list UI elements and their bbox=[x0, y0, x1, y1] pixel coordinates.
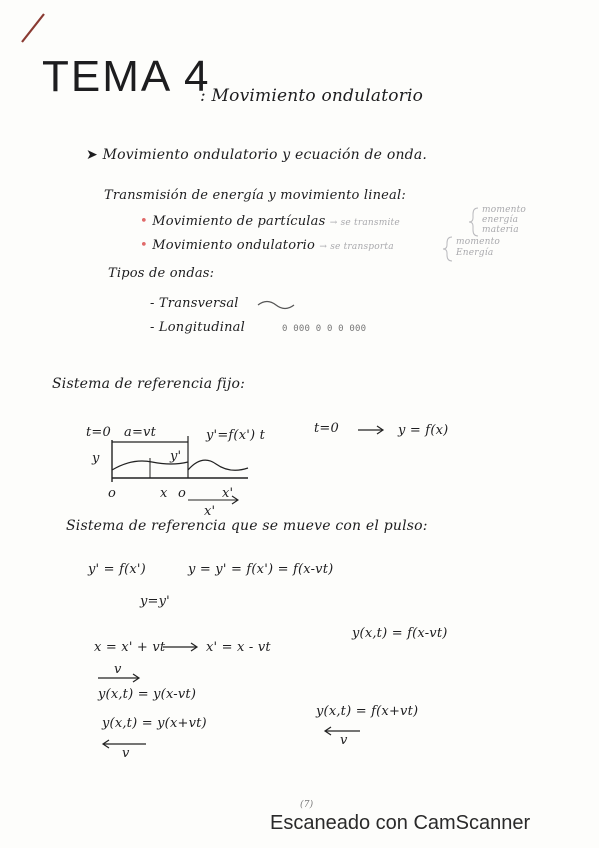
eq-wave-left: y(x,t) = y(x+vt) bbox=[102, 716, 207, 731]
wave-type-transversal: - Transversal bbox=[150, 296, 239, 311]
brace-note-2b: Energía bbox=[456, 248, 494, 258]
eq-y-chain: y = y' = f(x') = f(x-vt) bbox=[188, 562, 334, 577]
bullet-dot: • bbox=[140, 214, 148, 229]
page-title: TEMA 4 bbox=[42, 52, 211, 101]
brace-note-1b: energía bbox=[482, 215, 519, 225]
transverse-wave-sketch bbox=[258, 302, 294, 309]
bullet-label: Movimiento ondulatorio bbox=[152, 238, 316, 253]
eq-wave-right: y(x,t) = y(x-vt) bbox=[98, 687, 197, 702]
v-label-right: v bbox=[114, 662, 122, 677]
brace-2 bbox=[443, 237, 452, 261]
diagram-yprime-label: y' bbox=[170, 449, 182, 464]
diagram-o2-label: o bbox=[178, 486, 187, 501]
bullet-wave bbox=[140, 238, 394, 253]
bullet-label: Movimiento de partículas bbox=[152, 214, 326, 229]
diagram-origin-o: o bbox=[108, 486, 117, 501]
bullet-particles bbox=[140, 214, 400, 229]
wave-types-title: Tipos de ondas: bbox=[108, 266, 215, 281]
eq-y-equals-yprime: y=y' bbox=[140, 594, 170, 609]
section-heading-moving-frame: Sistema de referencia que se mueve con el pulso: bbox=[66, 518, 428, 534]
diagram-xprime-label-2: x' bbox=[204, 504, 216, 519]
longitudinal-sketch: 0 000 0 0 0 000 bbox=[282, 324, 367, 334]
section-heading-wave-motion bbox=[86, 147, 427, 163]
transmission-title: Transmisión de energía y movimiento lineal: bbox=[104, 188, 406, 203]
v-label-left: v bbox=[122, 746, 130, 761]
diagram-avt-label: a=vt bbox=[124, 425, 157, 440]
page-number: (7) bbox=[300, 800, 314, 810]
brace-note-1a: momento bbox=[482, 205, 527, 215]
diagram-t-label: t=0 bbox=[86, 425, 111, 440]
section-heading-fixed-frame: Sistema de referencia fijo: bbox=[52, 376, 246, 392]
brace-note-2a: momento bbox=[456, 237, 501, 247]
bullet-dot: • bbox=[140, 238, 148, 253]
brace-1 bbox=[469, 208, 478, 236]
scanner-watermark: Escaneado con CamScanner bbox=[270, 812, 531, 834]
section-heading-text: Movimiento ondulatorio y ecuación de onda. bbox=[102, 147, 428, 163]
diagram-xprime-label: x' bbox=[222, 486, 234, 501]
fixed-eq-left: t=0 bbox=[314, 421, 339, 436]
eq-x-transform: x = x' + vt bbox=[94, 640, 166, 655]
eq-yxt-fxminusvt: y(x,t) = f(x-vt) bbox=[352, 626, 448, 641]
page-subtitle: : Movimiento ondulatorio bbox=[200, 86, 424, 106]
fixed-eq-right: y = f(x) bbox=[398, 423, 449, 438]
diagram-curve-label: y'=f(x') t bbox=[206, 428, 266, 443]
wave-type-longitudinal: - Longitudinal bbox=[150, 320, 245, 335]
brace-note-1c: materia bbox=[482, 225, 519, 235]
corner-slash bbox=[22, 14, 44, 42]
bullet-arrow-note: → se transporta bbox=[319, 242, 394, 252]
diagram-y-label: y bbox=[92, 451, 100, 466]
bullet-arrow-note: → se transmite bbox=[329, 218, 400, 228]
section-bullet-arrow: ➤ bbox=[86, 147, 98, 163]
eq-yxt-fxplusvt: y(x,t) = f(x+vt) bbox=[316, 704, 419, 719]
eq-yprime-fxprime: y' = f(x') bbox=[88, 562, 146, 577]
diagram-x-label: x bbox=[160, 486, 168, 501]
eq-xprime-transform: x' = x - vt bbox=[206, 640, 271, 655]
v-label-left-2: v bbox=[340, 733, 348, 748]
